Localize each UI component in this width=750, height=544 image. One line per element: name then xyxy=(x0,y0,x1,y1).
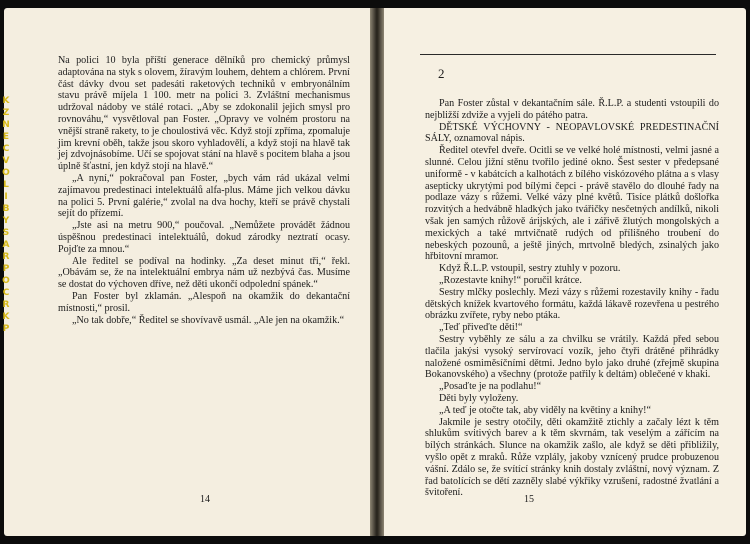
paragraph: Pan Foster byl zklamán. „Alespoň na okamžik do dekantační místnosti,“ prosil. xyxy=(58,290,350,314)
edge-letter: P xyxy=(2,324,10,334)
paragraph: Sestry mlčky poslechly. Mezi vázy s růžemi rozestavily knihy - řadu dětských knížek kvartového formátu, každá lákavě rozevřena u pestrého obrázku zvířete, ryby nebo ptáka. xyxy=(425,286,719,322)
edge-letter: O xyxy=(2,276,10,286)
left-page-text xyxy=(58,55,350,326)
paragraph: „A nyní,“ pokračoval pan Foster, „bych vám rád ukázal velmi zajímavou predestinaci intelektuálů alfa-plus. Máme jich velkou dávku na polici 5. První galérie,“ zvolal na dva hochy, kteří se právě chystali sejít do přízemí. xyxy=(58,172,350,220)
paragraph: „Rozestavte knihy!“ poručil krátce. xyxy=(439,274,582,286)
edge-letter: E xyxy=(2,132,10,142)
paragraph: Ale ředitel se podíval na hodinky. „Za deset minut tři,“ řekl. „Obávám se, že na intelektuální embrya nám už nezbývá čas. Musíme se dostat do výchoven dříve, než děti ukončí odpolední spánek.“ xyxy=(58,255,350,291)
edge-letter: K xyxy=(2,96,10,106)
paragraph: Když Ř.L.P. vstoupil, sestry ztuhly v pozoru. xyxy=(439,263,621,275)
edge-letter: I xyxy=(4,192,8,202)
book-gutter xyxy=(370,8,384,536)
edge-letter: S xyxy=(2,228,10,238)
edge-letter: A xyxy=(2,240,10,250)
chapter-rule xyxy=(420,54,716,55)
paragraph: „Teď přiveďte děti!“ xyxy=(439,322,523,334)
page-number: 15 xyxy=(524,494,534,505)
edge-letter: R xyxy=(2,252,10,262)
paragraph: Pan Foster zůstal v dekantačním sále. Ř.L.P. a studenti vstoupili do nejbližší zdviže a vyjeli do pátého patra. xyxy=(425,98,719,121)
chapter-number: 2 xyxy=(438,66,445,81)
edge-letter: V xyxy=(2,156,10,166)
paragraph: Jakmile je sestry otočily, děti okamžitě ztichly a začaly lézt k těm shlukům svitivých barev a k těm skvrnám, tak veselým a zářícím na bílých stránkách. Slunce na okamžik zašlo, ale když se děti přibližily, vyšlo opět z mraků. Růže vzplály, jakoby vznícený prudce probuzenou vášní. Zdálo se, že svítící stránky knih dostaly zvláštní, nový význam. Z řad batolících se dětí zazněly slabé výkřiky vzrušení, radostné žvatlání a švitoření. xyxy=(425,416,719,499)
edge-letter: N xyxy=(2,120,10,130)
right-page xyxy=(384,8,746,536)
right-page-text xyxy=(425,98,719,499)
edge-letter: O xyxy=(2,168,10,178)
edge-letter: Z xyxy=(2,108,10,118)
paragraph: Ředitel otevřel dveře. Ocitli se ve velké holé místnosti, velmi jasné a slunné. Celou jižní stěnu tvořilo jediné okno. Šest sester v předepsané uniformě - v kabátcích a kalhotách z bílého viskózového plátna a s vlasy asepticky ukrytými pod bílými čepci - právě stavělo do dlouhé řady na podlaze vázy s růžemi. Velké vázy plné květů. Tisíce plátků došlořka rozvitých a hedvábně hladkých jako tvářičky nesčetných andílků, nikoli však jen samých růžově árijských, ale i zářivě žlutých mongolských a mexických a také mrtvičnatě rudých od přílišného troubení do nebeských pozounů, a ještě jiných, mrtvolně bledých, zsinalých jako hřbitovní mramor. xyxy=(425,145,719,263)
paragraph: „No tak dobře,“ Ředitel se shovívavě usmál. „Ale jen na okamžik.“ xyxy=(72,314,345,326)
paragraph: DĚTSKÉ VÝCHOVNY - NEOPAVLOVSKÉ PREDESTINAČNÍ SÁLY, oznamoval nápis. xyxy=(425,121,719,145)
page-number: 14 xyxy=(200,494,210,505)
paragraph: Na polici 10 byla příští generace dělníků pro chemický průmysl adaptována na styk s olovem, žíravým louhem, dehtem a chlórem. První část dávky dvou set padesáti raketových techniků v embryonálním stavu právě míjela 1 100. metr na polici 3. Zvláštní mechanismus udržoval nádoby ve stálé rotaci. „Aby se zdokonalil jejich smysl pro rovnováhu,“ vysvětloval pan Foster. „Opravy ve volném prostoru na vnější straně rakety, to je choulostivá věc. Když stojí zpříma, zpomaluje jim krevní oběh, takže jsou skoro vyhladovělí, a když stojí na hlavě tak jej zdvojnásobíme. Učí se spojovat stání na hlavě s pocitem blaha a jsou úplně šťastní, jen když stojí na hlavě.“ xyxy=(58,55,350,173)
edge-letter: P xyxy=(2,264,10,274)
edge-letter: Y xyxy=(2,216,10,226)
edge-letter: R xyxy=(2,300,10,310)
left-page xyxy=(4,8,370,536)
paragraph: „A teď je otočte tak, aby viděly na květiny a knihy!“ xyxy=(439,404,651,416)
paragraph: Děti byly vyloženy. xyxy=(439,392,519,404)
edge-letter: B xyxy=(2,204,10,214)
paragraph: „Posaďte je na podlahu!“ xyxy=(439,381,542,393)
edge-letter: C xyxy=(2,144,10,154)
library-edge-stamp xyxy=(0,96,12,334)
edge-letter: L xyxy=(3,180,9,190)
paragraph: Sestry vyběhly ze sálu a za chvilku se vrátily. Každá před sebou tlačila jakýsi vysoký servírovací vozík, jeho čtyři drátěné přihrádky naložené osmiměsíčními dětmi. Jedno bylo jako druhé (zřejmě skupina Bokanovského) a všechny (protože patřily k deltám) oblečené v khaki. xyxy=(425,333,719,381)
paragraph: „Jste asi na metru 900,“ poučoval. „Nemůžete provádět žádnou úspěšnou predestinaci intelektuálů, dokud zárodky neztratí ocasy. Pojďte za mnou.“ xyxy=(58,220,350,255)
edge-letter: C xyxy=(2,288,10,298)
edge-letter: K xyxy=(2,312,10,322)
